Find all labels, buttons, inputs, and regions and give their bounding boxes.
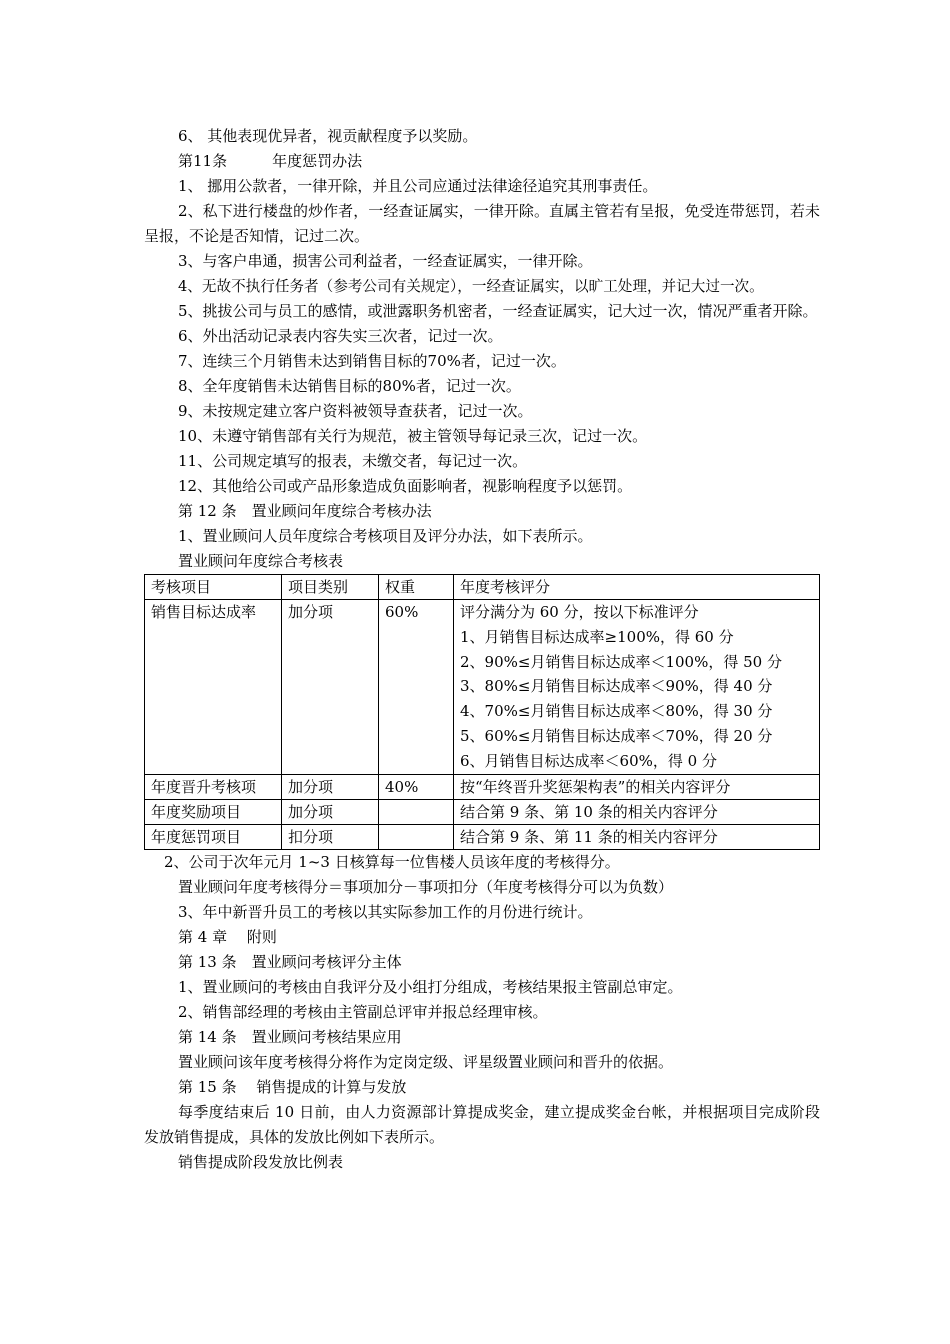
paragraph: 6、外出活动记录表内容失实三次者，记过一次。 [178,327,503,345]
table-cell: 结合第 9 条、第 10 条的相关内容评分 [454,799,820,824]
paragraph: 6、 其他表现优异者，视贡献程度予以奖励。 [178,127,478,145]
table-cell [379,799,454,824]
paragraph: 2、私下进行楼盘的炒作者，一经查证属实，一律开除。直属主管若有呈报，免受连带惩罚，若未呈报，不论是否知情，记过二次。 [144,202,820,245]
chapter-heading: 第 4 章 附则 [178,927,277,946]
paragraph: 1、置业顾问的考核由自我评分及小组打分组成，考核结果报主管副总审定。 [178,977,683,996]
header-cell: 年度考核评分 [454,575,820,600]
header-cell: 项目类别 [282,575,379,600]
paragraph: 8、全年度销售未达销售目标的80%者，记过一次。 [178,377,521,395]
paragraph: 置业顾问该年度考核得分将作为定岗定级、评星级置业顾问和晋升的依据。 [178,1052,674,1071]
table-caption: 置业顾问年度综合考核表 [178,552,344,570]
table-cell: 年度奖励项目 [145,799,282,824]
table-cell: 结合第 9 条、第 11 条的相关内容评分 [454,824,820,849]
scoring-line: 2、90%≤月销售目标达成率＜100%，得 50 分 [460,652,782,671]
table-cell [379,824,454,849]
header-cell: 权重 [379,575,454,600]
scoring-line: 1、月销售目标达成率≥100%，得 60 分 [460,627,734,646]
formula-line: 置业顾问年度考核得分＝事项加分－事项扣分（年度考核得分可以为负数） [178,877,674,896]
table-cell: 年度惩罚项目 [145,824,282,849]
table-header-row [145,575,820,600]
assessment-table [144,574,820,850]
paragraph: 每季度结束后 10 日前，由人力资源部计算提成奖金，建立提成奖金台帐，并根据项目完成阶段发放销售提成，具体的发放比例如下表所示。 [144,1102,820,1146]
table-cell: 扣分项 [282,824,379,849]
paragraph: 12、其他给公司或产品形象造成负面影响者，视影响程度予以惩罚。 [178,477,633,495]
paragraph: 2、销售部经理的考核由主管副总评审并报总经理审核。 [178,1002,548,1021]
table-cell: 年度晋升考核项 [145,774,282,799]
paragraph: 1、置业顾问人员年度综合考核项目及评分办法，如下表所示。 [178,527,593,545]
scoring-line: 4、70%≤月销售目标达成率＜80%，得 30 分 [460,702,773,721]
paragraph: 10、未遵守销售部有关行为规范，被主管领导每记录三次，记过一次。 [178,427,648,445]
header-cell: 考核项目 [145,575,282,600]
paragraph: 3、年中新晋升员工的考核以其实际参加工作的月份进行统计。 [178,902,593,921]
table-caption: 销售提成阶段发放比例表 [178,1152,344,1171]
table-cell: 60% [379,600,454,775]
table-cell: 加分项 [282,774,379,799]
paragraph: 4、无故不执行任务者（参考公司有关规定），一经查证属实，以旷工处理，并记大过一次。 [178,278,764,295]
paragraph: 9、未按规定建立客户资料被领导查获者，记过一次。 [178,402,533,420]
paragraph: 1、 挪用公款者，一律开除，并且公司应通过法律途径追究其刑事责任。 [178,177,658,195]
table-cell-scoring [454,600,820,775]
table-cell: 按“年终晋升奖惩架构表”的相关内容评分 [454,774,820,799]
table-cell: 加分项 [282,799,379,824]
paragraph: 2、公司于次年元月 1~3 日核算每一位售楼人员该年度的考核得分。 [164,852,620,871]
article-heading: 第 15 条 销售提成的计算与发放 [178,1077,407,1096]
paragraph: 5、挑拔公司与员工的感情，或泄露职务机密者，一经查证属实，记大过一次，情况严重者开除。 [178,302,818,320]
article-heading: 第 12 条 置业顾问年度综合考核办法 [178,502,432,520]
article-heading: 第11条 年度惩罚办法 [178,152,363,170]
table-row [145,774,820,799]
paragraph: 11、公司规定填写的报表，未缴交者，每记过一次。 [178,452,528,470]
table-cell: 加分项 [282,600,379,775]
document-content [144,124,820,1175]
scoring-line: 6、月销售目标达成率＜60%，得 0 分 [460,751,717,770]
table-cell: 销售目标达成率 [145,600,282,775]
scoring-line: 3、80%≤月销售目标达成率＜90%，得 40 分 [460,677,773,696]
paragraph: 3、与客户串通，损害公司利益者，一经查证属实，一律开除。 [178,252,593,270]
scoring-line: 评分满分为 60 分，按以下标准评分 [460,603,699,621]
table-row [145,600,820,775]
article-heading: 第 13 条 置业顾问考核评分主体 [178,952,402,971]
article-heading: 第 14 条 置业顾问考核结果应用 [178,1027,402,1046]
table-row [145,824,820,849]
table-row [145,799,820,824]
table-cell: 40% [379,774,454,799]
paragraph: 7、连续三个月销售未达到销售目标的70%者，记过一次。 [178,352,566,370]
scoring-line: 5、60%≤月销售目标达成率＜70%，得 20 分 [460,726,773,745]
